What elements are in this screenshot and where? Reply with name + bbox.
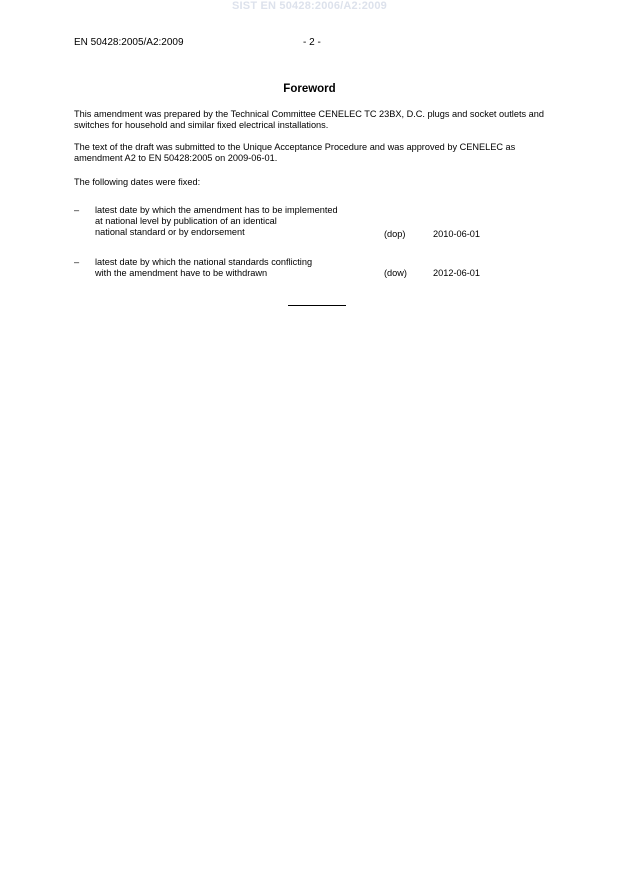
list-bullet: – (74, 257, 80, 267)
document-id: EN 50428:2005/A2:2009 (74, 37, 184, 48)
dop-label: (dop) (384, 229, 406, 239)
paragraph-approval: The text of the draft was submitted to the Unique Acceptance Procedure and was approved by CENELEC as amendment A2 to EN 50428:2005 on 2009-06-01. (74, 142, 516, 163)
list-item-line: with the amendment have to be withdrawn (95, 267, 268, 278)
paragraph-committee: This amendment was prepared by the Technical Committee CENELEC TC 23BX, D.C. plugs and socket outlets and switches for household and similar fixed electrical installations. (74, 109, 544, 130)
list-item-dow-text (95, 257, 385, 279)
list-item-line: latest date by which the national standards conflicting (95, 257, 313, 267)
dow-label: (dow) (384, 268, 407, 278)
list-item-dop-text (95, 205, 385, 237)
dop-date: 2010-06-01 (433, 229, 480, 239)
list-item-line: at national level by publication of an identical (95, 215, 277, 226)
dow-date: 2012-06-01 (433, 268, 480, 278)
list-bullet: – (74, 205, 80, 215)
paragraph-dates-intro: The following dates were fixed: (74, 177, 201, 187)
watermark: SIST EN 50428:2006/A2:2009 (231, 0, 388, 12)
list-item-line: latest date by which the amendment has to be implemented (95, 205, 338, 215)
page-title: Foreword (283, 83, 336, 95)
end-divider (288, 305, 346, 306)
page-number: - 2 - (303, 37, 321, 48)
list-item-line: national standard or by endorsement (95, 226, 245, 237)
